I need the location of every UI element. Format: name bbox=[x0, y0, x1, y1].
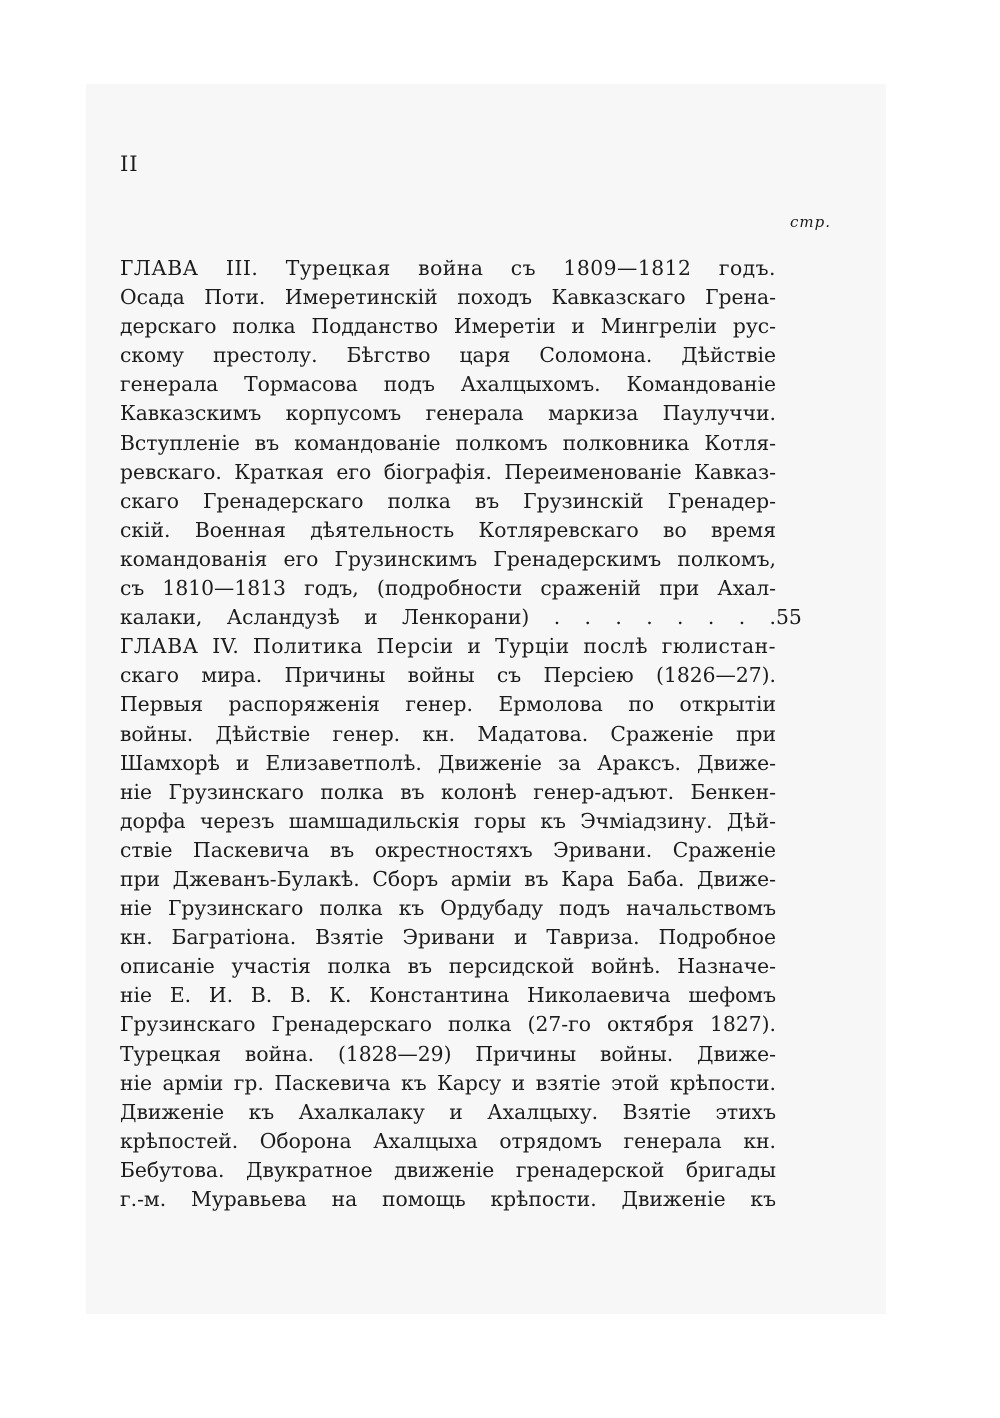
chapter-4-entry bbox=[120, 632, 832, 1214]
toc-line: генерала Тормасова подъ Ахалцыхомъ. Командованіе bbox=[120, 372, 776, 397]
toc-line: описаніе участія полка въ персидской войнѣ. Назначе- bbox=[120, 954, 776, 979]
toc-line: дерскаго полка Подданство Имеретіи и Мингреліи рус- bbox=[120, 314, 776, 339]
toc-line: ствіе Паскевича въ окрестностяхъ Эривани. Сраженіе bbox=[120, 837, 776, 862]
toc-line: командованія его Грузинскимъ Гренадерскимъ полкомъ, bbox=[120, 546, 776, 571]
toc-line: Бебутова. Двукратное движеніе гренадерской бригады bbox=[120, 1157, 776, 1182]
page-column-label: стр. bbox=[790, 213, 831, 231]
toc-line: кн. Багратіона. Взятіе Эривани и Тавриза. Подробное bbox=[120, 925, 776, 950]
toc-line: Кавказскимъ корпусомъ генерала маркиза Паулуччи. bbox=[120, 401, 776, 426]
toc-line: скій. Военная дѣятельность Котляревскаго во время bbox=[120, 517, 776, 542]
toc-line: Турецкая война. (1828—29) Причины войны. Движе- bbox=[120, 1041, 776, 1066]
toc-line: скаго Гренадерскаго полка въ Грузинскій Гренадер- bbox=[120, 488, 776, 513]
toc-line: съ 1810—1813 годъ, (подробности сраженій при Ахал- bbox=[120, 576, 776, 601]
toc-line: крѣпостей. Оборона Ахалцыха отрядомъ генерала кн. bbox=[120, 1128, 776, 1153]
toc-line: при Джеванъ-Булакѣ. Сборъ арміи въ Кара Баба. Движе- bbox=[120, 866, 776, 891]
toc-line: Осада Поти. Имеретинскій походъ Кавказскаго Грена- bbox=[120, 285, 776, 310]
page-number: II bbox=[120, 152, 139, 176]
toc-line: дорфа черезъ шамшадильскія горы къ Эчміадзину. Дѣй- bbox=[120, 808, 776, 833]
toc-line: ніе Грузинскаго полка къ Ордубаду подъ начальствомъ bbox=[120, 896, 776, 921]
toc-line: ГЛАВА IV. Политика Персіи и Турціи послѣ гюлистан- bbox=[120, 634, 776, 659]
chapter-3-page-number: 55 bbox=[776, 605, 802, 630]
toc-line: скому престолу. Бѣгство царя Соломона. Дѣйствіе bbox=[120, 343, 776, 368]
toc-line: ніе арміи гр. Паскевича къ Карсу и взятіе этой крѣпости. bbox=[120, 1070, 776, 1095]
toc-line: Шамхорѣ и Елизаветполѣ. Движеніе за Араксъ. Движе- bbox=[120, 750, 776, 775]
toc-line: ніе Грузинскаго полка въ колонѣ генер-адъют. Бенкен- bbox=[120, 779, 776, 804]
toc-line: Грузинскаго Гренадерскаго полка (27-го октября 1827). bbox=[120, 1012, 776, 1037]
toc-line: ГЛАВА III. Турецкая война съ 1809—1812 годъ. bbox=[120, 256, 776, 280]
toc-line: Первыя распоряженія генер. Ермолова по открытіи bbox=[120, 692, 776, 717]
toc-line: Вступленіе въ командованіе полкомъ полковника Котля- bbox=[120, 430, 776, 455]
table-of-contents bbox=[120, 254, 832, 1214]
toc-line-text: калаки, Асландузѣ и Ленкорани) . . . . . . . . bbox=[120, 605, 776, 630]
toc-line-with-page bbox=[120, 603, 832, 632]
toc-line: Движеніе къ Ахалкалаку и Ахалцыху. Взятіе этихъ bbox=[120, 1099, 776, 1124]
toc-line: г.-м. Муравьева на помощь крѣпости. Движеніе къ bbox=[120, 1187, 776, 1211]
toc-line: ніе Е. И. В. В. К. Константина Николаевича шефомъ bbox=[120, 983, 776, 1008]
chapter-3-entry bbox=[120, 254, 832, 632]
toc-line: ревскаго. Краткая его біографія. Переименованіе Кавказ- bbox=[120, 459, 776, 484]
toc-line: скаго мира. Причины войны съ Персіею (1826—27). bbox=[120, 663, 776, 688]
toc-line: войны. Дѣйствіе генер. кн. Мадатова. Сраженіе при bbox=[120, 721, 776, 746]
